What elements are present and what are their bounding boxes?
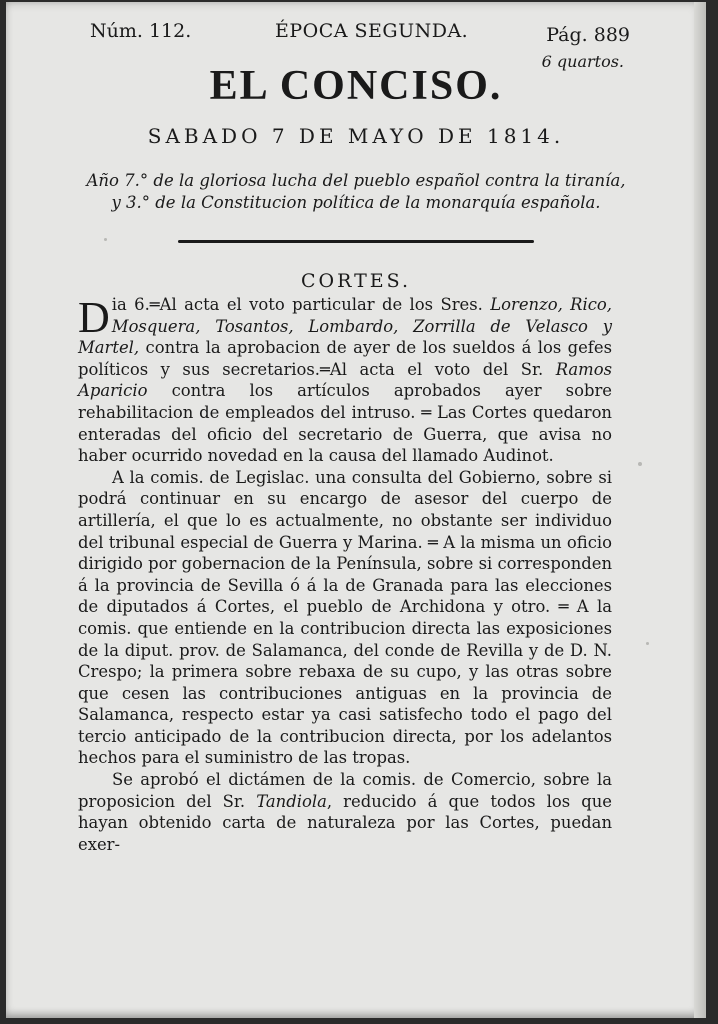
p1-name2: Ramos Aparicio	[78, 359, 612, 401]
p1-text-a: ia 6.═Al acta el voto particular de los Sres.	[111, 295, 491, 314]
newspaper-title: EL CONCISO.	[209, 63, 503, 109]
p3-text-b: , reducido á que todos los que hayan obtenido carta de naturaleza por las Cortes, puedan exer-	[78, 791, 613, 854]
paper-speck	[646, 642, 649, 645]
page-edge	[694, 2, 706, 1018]
paper-speck	[638, 462, 642, 466]
newspaper-page	[6, 2, 706, 1018]
price-label: 6 quartos.	[541, 52, 624, 71]
paper-speck	[104, 238, 107, 241]
p3-name: Tandiola	[256, 791, 327, 811]
epoch-label: ÉPOCA SEGUNDA.	[275, 20, 469, 42]
year-line-2: y 3.° de la Constitucion política de la monarquía española.	[111, 193, 601, 212]
p1-text-c: contra los artículos aprobados ayer sobre rehabilitacion de empleados del intruso. ═ Las Cortes quedaron enteradas del oficio del secretario de Guerra, que avisa no haber ocurrido novedad en la causa del llamado Audinot.	[78, 381, 612, 466]
drop-cap: D	[78, 293, 110, 342]
article-body	[78, 294, 612, 855]
header-row	[90, 20, 630, 50]
divider-rule	[178, 240, 534, 243]
issue-number: Núm. 112.	[90, 20, 192, 42]
p3-text-a: Se aprobó el dictámen de la comis. de Comercio, sobre la proposicion del Sr.	[78, 770, 612, 811]
page-number: Pág. 889	[546, 24, 630, 46]
section-heading: CORTES.	[300, 270, 411, 292]
paragraph-3	[78, 769, 612, 855]
p1-names: Lorenzo, Rico, Mosquera, Tosantos, Lombardo, Zorrilla de Velasco y Martel,	[78, 295, 613, 358]
year-line-1: Año 7.° de la gloriosa lucha del pueblo español contra la tiranía,	[86, 171, 626, 190]
paragraph-1	[78, 294, 612, 467]
year-dedication	[86, 170, 626, 214]
issue-date: SABADO 7 DE MAYO DE 1814.	[147, 124, 565, 148]
paragraph-2: A la comis. de Legislac. una consulta del Gobierno, sobre si podrá continuar en su encargo de asesor del cuerpo de artillería, el que lo es actualmente, no obstante ser individuo del tribunal especial de Guerra y Marina. ═ A la misma un oficio dirigido por gobernacion de la Península, sobre si corresponden á la provincia de Sevilla ó á la de Granada para las elecciones de diputados á Cortes, el pueblo de Archidona y otro. ═ A la comis. que entiende en la contribucion directa las exposiciones de la diput. prov. de Salamanca, del conde de Revilla y de D. N. Crespo; la primera sobre rebaxa de su cupo, y las otras sobre que cesen las contribuciones antiguas en la provincia de Salamanca, respecto estar ya casi satisfecho todo el pago del tercio anticipado de la contribucion directa, por los adelantos hechos para el suministro de las tropas.	[78, 467, 612, 768]
p1-text-b: contra la aprobacion de ayer de los sueldos á los gefes políticos y sus secretarios.═Al acta el voto del Sr.	[78, 338, 612, 379]
